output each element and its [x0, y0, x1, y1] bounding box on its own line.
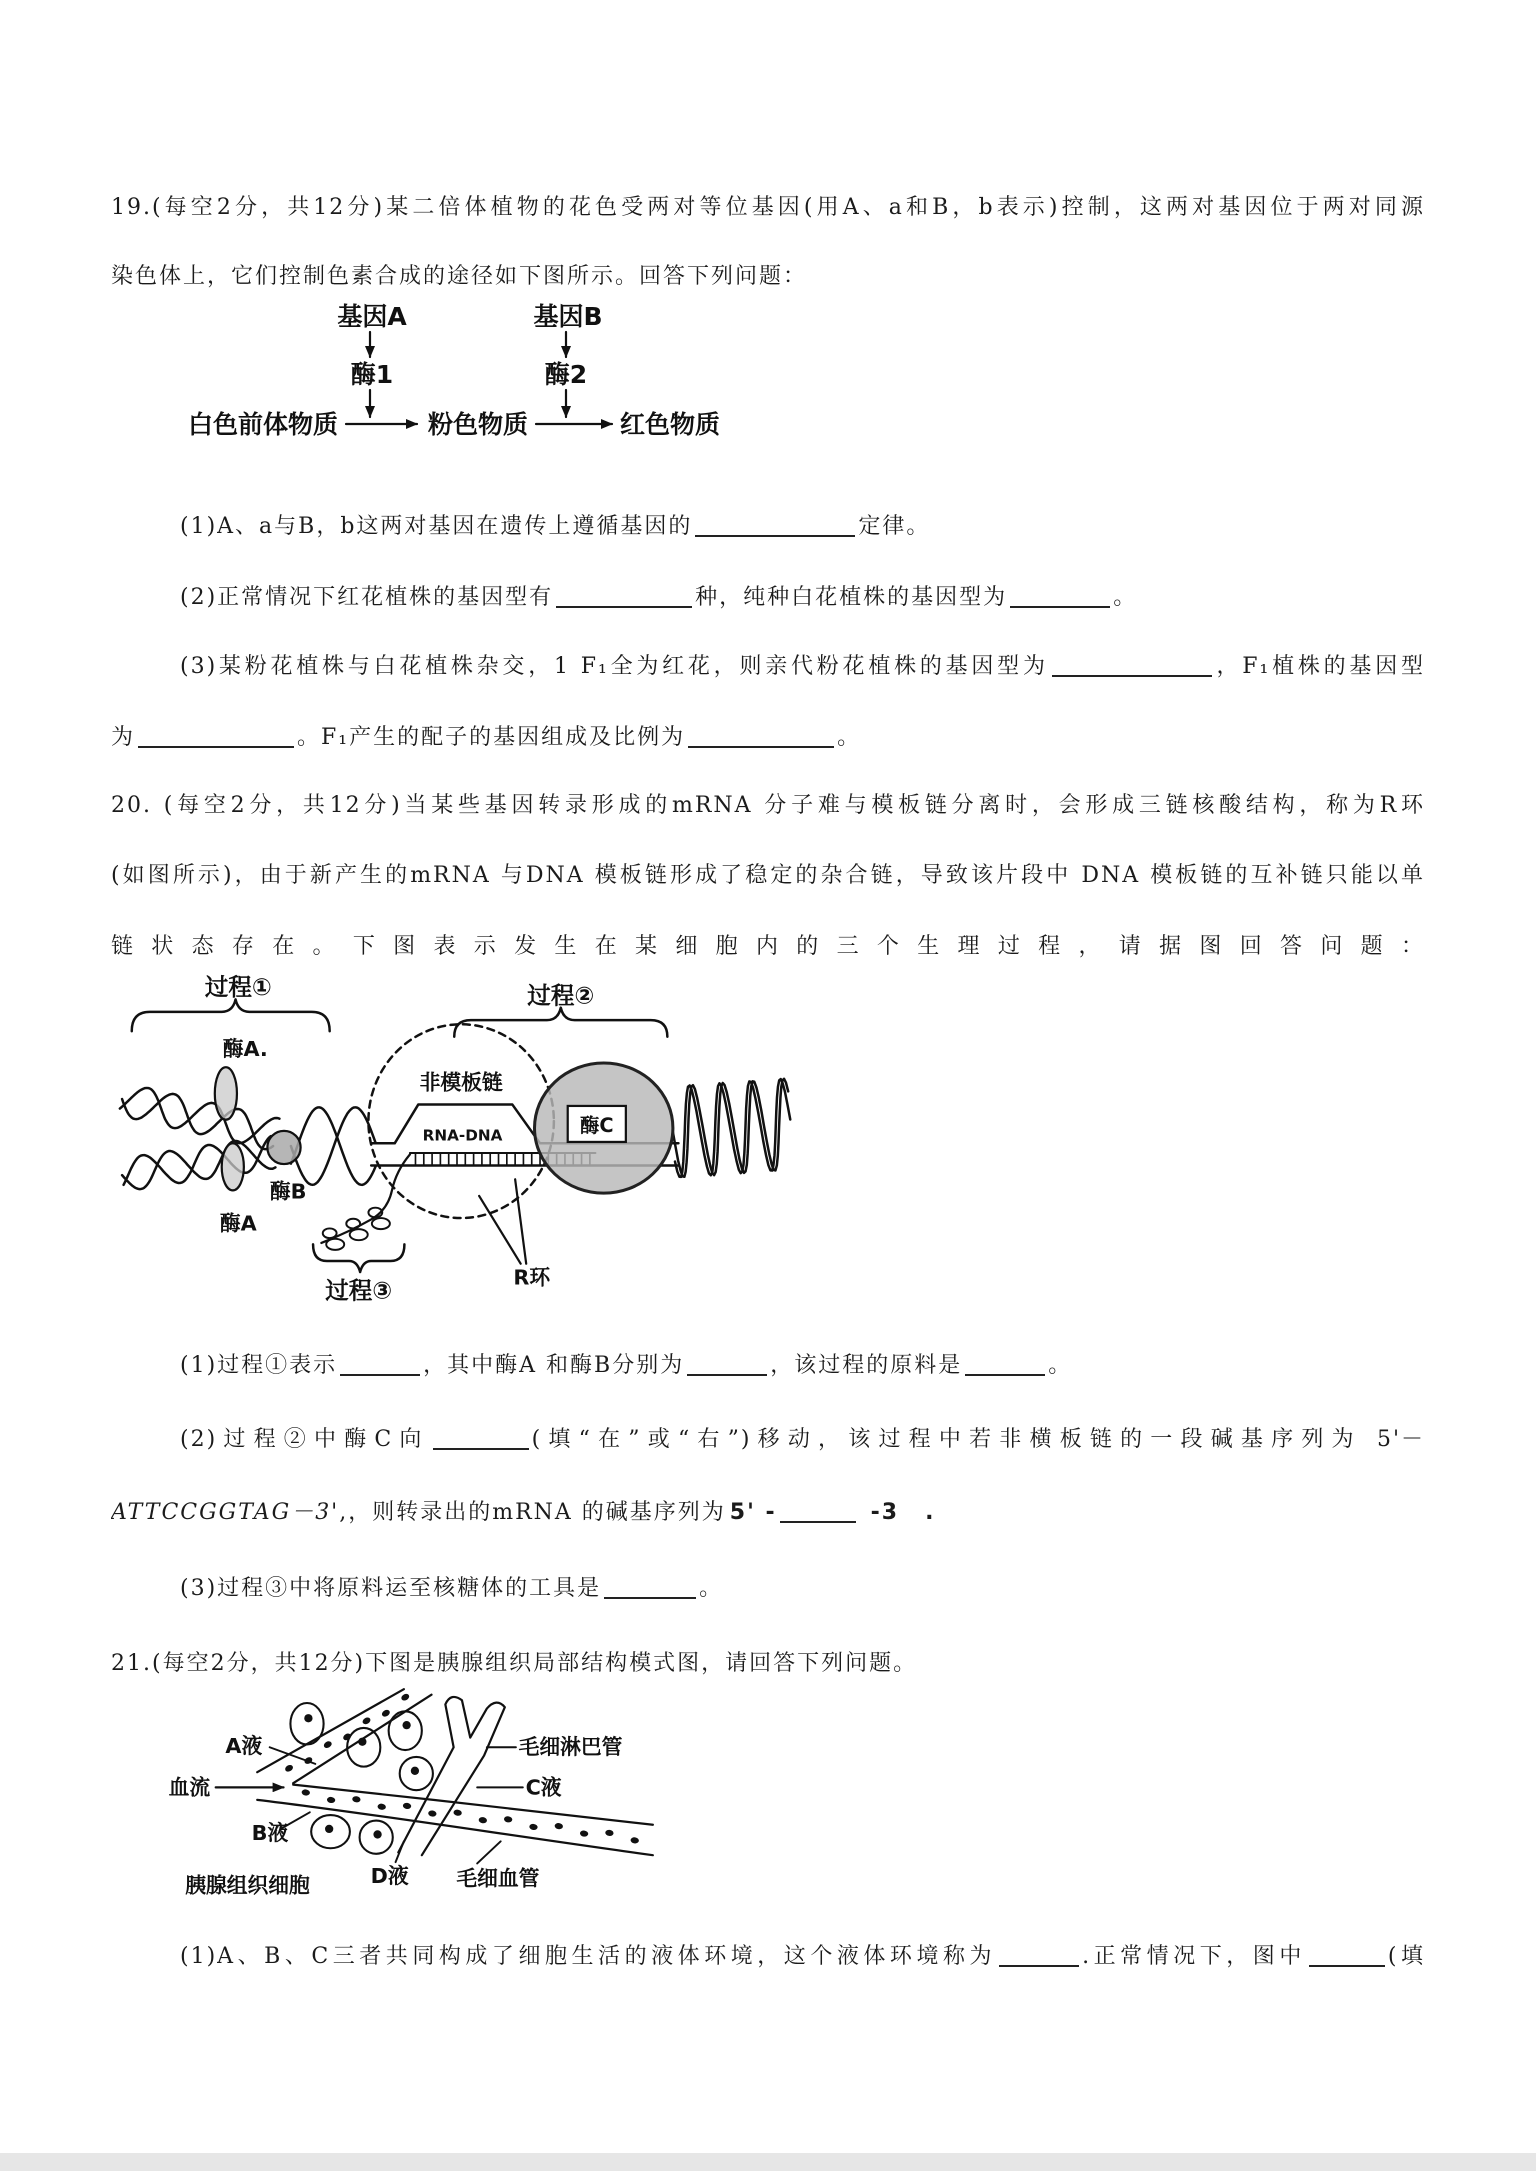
q19-sub-1-text-a: (1)A、a与B，b这两对基因在遗传上遵循基因的 [180, 514, 693, 539]
enzyme-b [267, 1131, 300, 1164]
tissue-cell [400, 1757, 433, 1790]
blood-cell-dot [453, 1809, 462, 1816]
q20-sub-1-text-c: ，该过程的原料是 [770, 1353, 963, 1378]
q19-sub-2-text-a: (2)正常情况下红花植株的基因型有 [180, 585, 554, 610]
q20-sub-3 [180, 1570, 1425, 1608]
q19-sub-3-text-d: 。F₁产生的配子的基因组成及比例为 [297, 725, 686, 750]
r-loop-pointer [479, 1196, 521, 1264]
answer-blank [965, 1352, 1045, 1376]
lymph-capillary-label: 毛细淋巴管 [518, 1735, 623, 1760]
blood-cell-dot [580, 1830, 589, 1837]
q20-sub-3-text-a: (3)过程③中将原料运至核糖体的工具是 [180, 1576, 602, 1601]
fluid-d-label: D液 [370, 1863, 409, 1888]
answer-blank [999, 1943, 1079, 1967]
red-blood-cells [284, 1692, 639, 1843]
tissue-cell [290, 1703, 323, 1745]
pigment-pathway-diagram [150, 290, 770, 460]
dna-strand [122, 1094, 273, 1149]
q20-sub-1-text-b: ，其中酶A 和酶B分别为 [423, 1353, 685, 1378]
blood-cell-dot [402, 1802, 411, 1809]
pancreatic-cell-label: 胰腺组织细胞 [185, 1873, 310, 1898]
blood-cell-dot [361, 1716, 371, 1725]
q19-sub-3-text-e: 。 [837, 725, 862, 750]
white-precursor-label: 白色前体物质 [187, 410, 339, 439]
tissue-cell [389, 1711, 422, 1750]
r-loop-label: R环 [513, 1265, 551, 1290]
q19-stem-text-2: 染色体上，它们控制色素合成的途径如下图所示。回答下列问题： [111, 264, 808, 289]
answer-blank [1010, 584, 1110, 608]
q20-stem-text-3: 链状态存在。下图表示发生在某细胞内的三个生理过程，请据图回答问题： [111, 934, 1425, 959]
dna-strand [291, 1107, 376, 1185]
q20-sub-1-text-a: (1)过程①表示 [180, 1353, 338, 1378]
q19-sub-3-text-a: (3)某粉花植株与白花植株杂交，1 F₁全为红花，则亲代粉花植株的基因型为 [180, 654, 1049, 679]
q21-sub-1-text-c: (填 [1387, 1944, 1425, 1969]
tissue-cell [311, 1815, 350, 1848]
fluid-b-label: B液 [251, 1820, 289, 1845]
answer-blank [780, 1499, 856, 1523]
q20-sub-2-line-2 [111, 1494, 1425, 1532]
answer-blank [688, 724, 834, 748]
q21-sub-1 [180, 1938, 1425, 1976]
q19-stem-line-1 [111, 189, 1425, 227]
answer-blank [340, 1352, 420, 1376]
blood-capillary-pointer [477, 1841, 501, 1863]
q21-stem-text-1: 21.(每空2分，共12分)下图是胰腺组织局部结构模式图，请回答下列问题。 [111, 1651, 918, 1676]
tissue-cell [347, 1728, 380, 1767]
capillary-wall [257, 1800, 653, 1855]
gene-a-label: 基因A [337, 302, 407, 331]
rna-dna-label: RNA-DNA [422, 1126, 503, 1145]
q19-stem-text-1: 19.(每空2分，共12分)某二倍体植物的花色受两对等位基因(用A、a和B，b表示)控制，这两对基因位于两对同源 [111, 195, 1425, 220]
q19-sub-3-line-2 [111, 719, 1425, 757]
q19-sub-2-text-b: 种，纯种白花植株的基因型为 [695, 585, 1008, 610]
enzyme-a-bottom [222, 1143, 244, 1190]
five-prime-end: 5' - [729, 1500, 777, 1525]
process-2-brace [454, 1008, 667, 1037]
tissue-cell [360, 1821, 393, 1854]
fluid-c-label: C液 [525, 1775, 562, 1800]
enzyme-2-label: 酶2 [544, 360, 588, 389]
q19-sub-2-text-c: 。 [1113, 585, 1138, 610]
q20-stem-text-1: 20. (每空2分，共12分)当某些基因转录形成的mRNA 分子难与模板链分离时，会形成三链核酸结构，称为R环 [111, 793, 1425, 818]
answer-blank [433, 1426, 529, 1450]
process-1-label: 过程① [204, 973, 272, 1002]
answer-blank [687, 1352, 767, 1376]
process-2-label: 过程② [527, 981, 595, 1010]
blood-cell-dot [352, 1796, 361, 1803]
blood-cell-dot [284, 1764, 294, 1773]
blood-cell-dot [554, 1823, 563, 1830]
q20-sub-2-line-1 [180, 1421, 1425, 1459]
capillary-wall [293, 1785, 653, 1825]
blood-cell-dot [504, 1816, 513, 1823]
q20-sub-3-text-b: 。 [699, 1576, 724, 1601]
q19-sub-3-text-c: 为 [111, 725, 136, 750]
blood-cell-dot [605, 1829, 614, 1836]
three-prime-end: -3 [870, 1500, 900, 1525]
process-3-brace [313, 1244, 404, 1272]
blood-cell-dot [327, 1796, 336, 1803]
q20-sub-2-text-b: (填“在”或“右”)移动，该过程中若非横板链的一段碱基序列为 5'－ [531, 1427, 1425, 1452]
enzyme-1-label: 酶1 [350, 360, 394, 389]
non-template-strand-label: 非模板链 [419, 1070, 503, 1095]
ribosome [323, 1228, 344, 1249]
r-loop-circle [368, 1024, 553, 1218]
blood-cell-dot [400, 1692, 410, 1701]
answer-blank [604, 1575, 696, 1599]
fluid-d-pointer [396, 1841, 404, 1862]
q19-sub-3-line-1 [180, 648, 1425, 686]
answer-blank [695, 513, 855, 537]
answer-blank [556, 584, 692, 608]
fluid-a-label: A液 [225, 1733, 263, 1758]
answer-blank [138, 724, 294, 748]
q20-stem-line-1 [111, 787, 1425, 825]
q19-sub-2 [180, 579, 1425, 617]
dna-strand [122, 1141, 275, 1189]
enzyme-a-bottom-label: 酶A [219, 1211, 257, 1236]
pancreas-tissue-diagram [159, 1682, 657, 1908]
q19-sub-1-text-b: 定律。 [858, 514, 931, 539]
q20-stem-text-2: (如图所示)，由于新产生的mRNA 与DNA 模板链形成了稳定的杂合链，导致该片段中 DNA 模板链的互补链只能以单 [111, 863, 1425, 888]
end-dot: . [925, 1500, 936, 1525]
blood-cell-dot [478, 1817, 487, 1824]
blood-cell-dot [630, 1837, 639, 1844]
dna-strand [124, 1136, 271, 1185]
base-sequence: ATTCCGGTAG－3' [111, 1500, 340, 1525]
q20-sub-1 [180, 1347, 1425, 1385]
process-3-label: 过程③ [325, 1276, 393, 1305]
q20-stem-line-3 [111, 928, 1425, 966]
q20-stem-line-2 [111, 857, 1425, 895]
blood-cell-dot [381, 1709, 391, 1718]
q20-sub-1-text-d: 。 [1048, 1353, 1073, 1378]
answer-blank [1052, 653, 1212, 677]
blood-flow-label: 血流 [168, 1775, 211, 1800]
q19-sub-1 [180, 508, 1425, 546]
enzyme-c-label: 酶C [579, 1114, 614, 1138]
blood-cell-dot [301, 1789, 310, 1796]
process-1-brace [132, 999, 330, 1031]
blood-cell-dot [377, 1803, 386, 1810]
blood-cell-dot [428, 1810, 437, 1817]
pink-substance-label: 粉色物质 [427, 410, 529, 439]
answer-blank [1309, 1943, 1385, 1967]
enzyme-a-top [215, 1067, 237, 1120]
blood-cell-dot [323, 1740, 333, 1749]
scan-edge [0, 2153, 1536, 2171]
blood-cell-dot [529, 1823, 538, 1830]
q20-sub-2-text-c: ,，则转录出的mRNA 的碱基序列为 [339, 1500, 726, 1525]
q21-sub-1-text-b: .正常情况下，图中 [1082, 1944, 1306, 1969]
q21-stem-line-1 [111, 1645, 1425, 1683]
enzyme-b-label: 酶B [269, 1179, 307, 1204]
q19-sub-3-text-b: ，F₁植株的基因型 [1214, 654, 1425, 679]
q21-sub-1-text-a: (1)A、B、C三者共同构成了细胞生活的液体环境，这个液体环境称为 [180, 1944, 997, 1969]
q20-sub-2-text-a: (2)过程②中酶C向 [180, 1427, 430, 1452]
r-loop-diagram [111, 962, 803, 1308]
gene-b-label: 基因B [533, 302, 603, 331]
blood-capillary-label: 毛细血管 [456, 1866, 540, 1891]
enzyme-a-top-label: 酶A. [222, 1037, 268, 1062]
red-substance-label: 红色物质 [619, 410, 721, 439]
